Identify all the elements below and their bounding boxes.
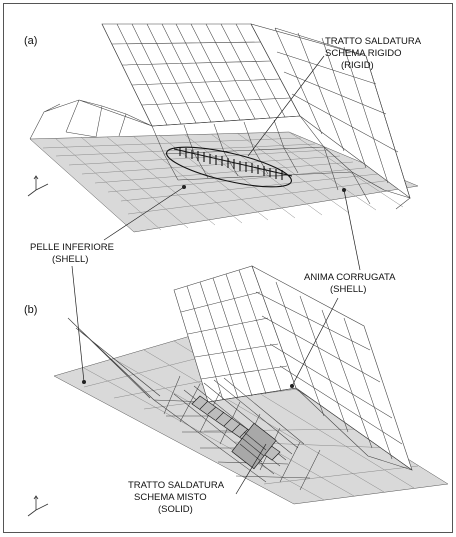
label-core-line1: ANIMA CORRUGATA xyxy=(304,272,396,283)
label-weld-rigid-line1: TRATTO SALDATURA xyxy=(325,36,422,47)
axis-triad-icon xyxy=(28,176,48,196)
label-bottom-skin-line2: (SHELL) xyxy=(52,254,89,265)
panel-a xyxy=(24,24,422,270)
label-bottom-skin-line1: PELLE INFERIORE xyxy=(30,242,114,253)
label-weld-mixed-line1: TRATTO SALDATURA xyxy=(128,480,225,491)
label-core-line2: (SHELL) xyxy=(330,284,367,295)
axis-triad-icon xyxy=(28,496,48,516)
label-weld-rigid-line3: (RIGID) xyxy=(341,60,374,71)
fe-model-figure xyxy=(4,4,452,532)
panel-b-tag: (b) xyxy=(24,304,38,316)
panel-a-tag: (a) xyxy=(24,35,38,47)
panel-b xyxy=(24,266,448,516)
label-weld-mixed-line3: (SOLID) xyxy=(158,504,193,515)
figure-frame xyxy=(3,3,453,533)
label-weld-rigid-line2: SCHEMA RIGIDO xyxy=(325,48,402,59)
label-weld-mixed-line2: SCHEMA MISTO xyxy=(134,492,207,503)
